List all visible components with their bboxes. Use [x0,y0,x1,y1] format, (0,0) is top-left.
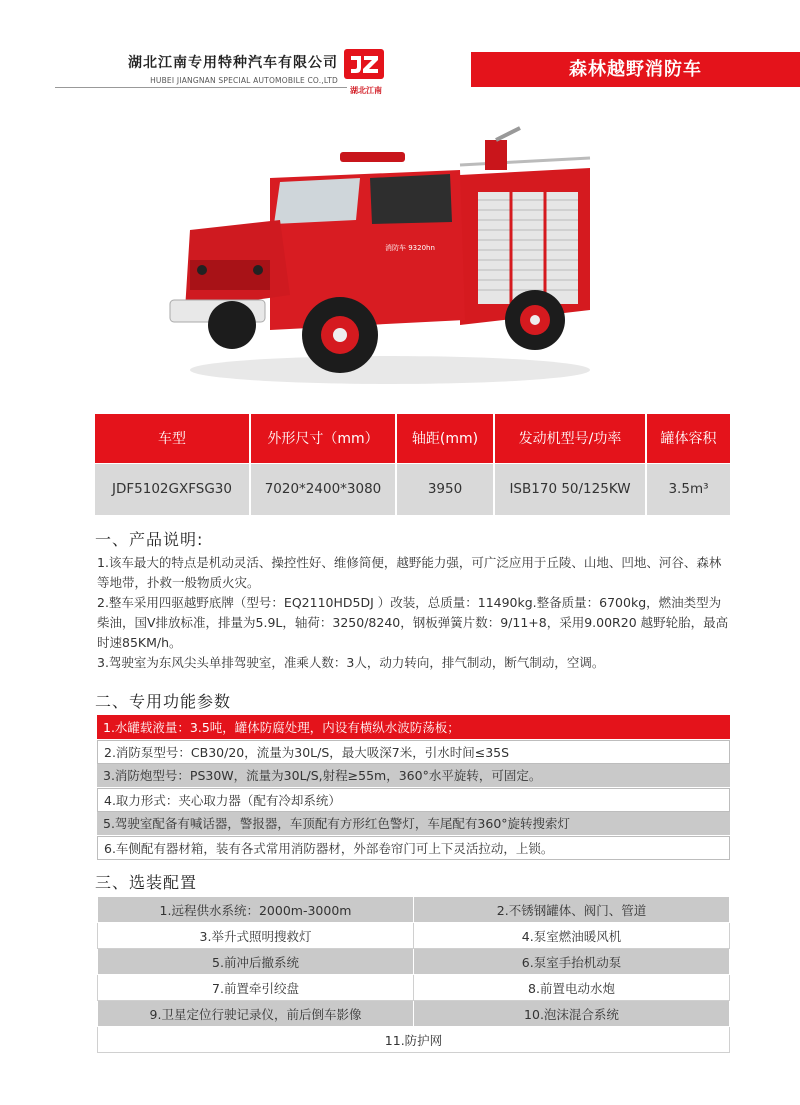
options-row [98,897,730,923]
spec-header-row [95,414,730,463]
company-name-block [128,52,338,85]
spec-header: 轴距(mm) [396,414,494,463]
function-param-row: 2.消防泵型号：CB30/20，流量为30L/S，最大吸深7米，引水时间≤35S [97,740,730,764]
options-row [98,1001,730,1027]
spec-header: 外形尺寸（mm） [250,414,396,463]
truck-cab-text: 消防车 9320hn [385,244,435,252]
spec-header: 车型 [95,414,250,463]
spec-table [95,414,730,515]
spec-header: 发动机型号/功率 [494,414,646,463]
option-item: 8.前置电动水炮 [414,975,730,1001]
spec-value-row [95,463,730,515]
spec-value: JDF5102GXFSG30 [95,463,250,515]
option-item: 11.防护网 [98,1027,730,1053]
spec-header: 罐体容积 [646,414,730,463]
function-param-row: 1.水罐载液量：3.5吨，罐体防腐处理，内设有横纵水波防荡板； [97,715,730,740]
options-row [98,949,730,975]
options-row [98,923,730,949]
page-title-banner: 森林越野消防车 [471,52,800,87]
function-params-list [97,715,730,860]
option-item: 6.泵室手抬机动泵 [414,949,730,975]
option-item: 1.远程供水系统：2000m-3000m [98,897,414,923]
function-param-row: 6.车侧配有器材箱，装有各式常用消防器材，外部卷帘门可上下灵活拉动，上锁。 [97,836,730,860]
fire-truck-image [160,120,600,395]
option-item: 5.前冲后撤系统 [98,949,414,975]
option-item: 10.泡沫混合系统 [414,1001,730,1027]
option-item: 7.前置牵引绞盘 [98,975,414,1001]
spec-value: 3.5m³ [646,463,730,515]
function-param-row: 5.驾驶室配备有喊话器，警报器，车顶配有方形红色警灯，车尾配有360°旋转搜索灯 [97,812,730,836]
options-row [98,975,730,1001]
company-name-cn: 湖北江南专用特种汽车有限公司 [128,55,338,71]
description-paragraph: 3.驾驶室为东风尖头单排驾驶室，准乘人数：3人，动力转向，排气制动，断气制动，空调。 [97,655,605,670]
section-title-options: 三、选装配置 [95,873,198,892]
header-divider [55,87,347,88]
section-title-description: 一、产品说明: [95,530,204,549]
company-name-en: HUBEI JIANGNAN SPECIAL AUTOMOBILE CO.,LTD [150,76,338,85]
options-table [97,896,730,1053]
option-item: 3.举升式照明搜救灯 [98,923,414,949]
function-param-row: 3.消防炮型号：PS30W，流量为30L/S,射程≥55m，360°水平旋转，可固定。 [97,764,730,788]
option-item: 9.卫星定位行驶记录仪，前后倒车影像 [98,1001,414,1027]
option-item: 4.泵室燃油暖风机 [414,923,730,949]
options-row [98,1027,730,1053]
product-description [97,553,733,673]
logo-text: 湖北江南 [350,86,382,95]
company-logo [342,47,390,93]
section-title-functions: 二、专用功能参数 [95,692,232,711]
spec-value: ISB170 50/125KW [494,463,646,515]
spec-value: 3950 [396,463,494,515]
description-paragraph: 1.该车最大的特点是机动灵活、操控性好、维修简便，越野能力强，可广泛应用于丘陵、山地、凹地、河谷、森林等地带，扑救一般物质火灾。 [97,555,722,590]
option-item: 2.不锈钢罐体、阀门、管道 [414,897,730,923]
function-param-row: 4.取力形式：夹心取力器（配有冷却系统） [97,788,730,812]
description-paragraph: 2.整车采用四驱越野底牌（型号：EQ2110HD5DJ ）改装，总质量：11490kg.整备质量：6700kg，燃油类型为柴油，国V排放标准，排量为5.9L，轴荷：3250/8240，钢板弹簧片数：9/11+8，采用9.00R20 越野轮胎，最高时速85KM/h。 [97,595,729,650]
jz-logo-icon [342,47,386,81]
spec-value: 7020*2400*3080 [250,463,396,515]
